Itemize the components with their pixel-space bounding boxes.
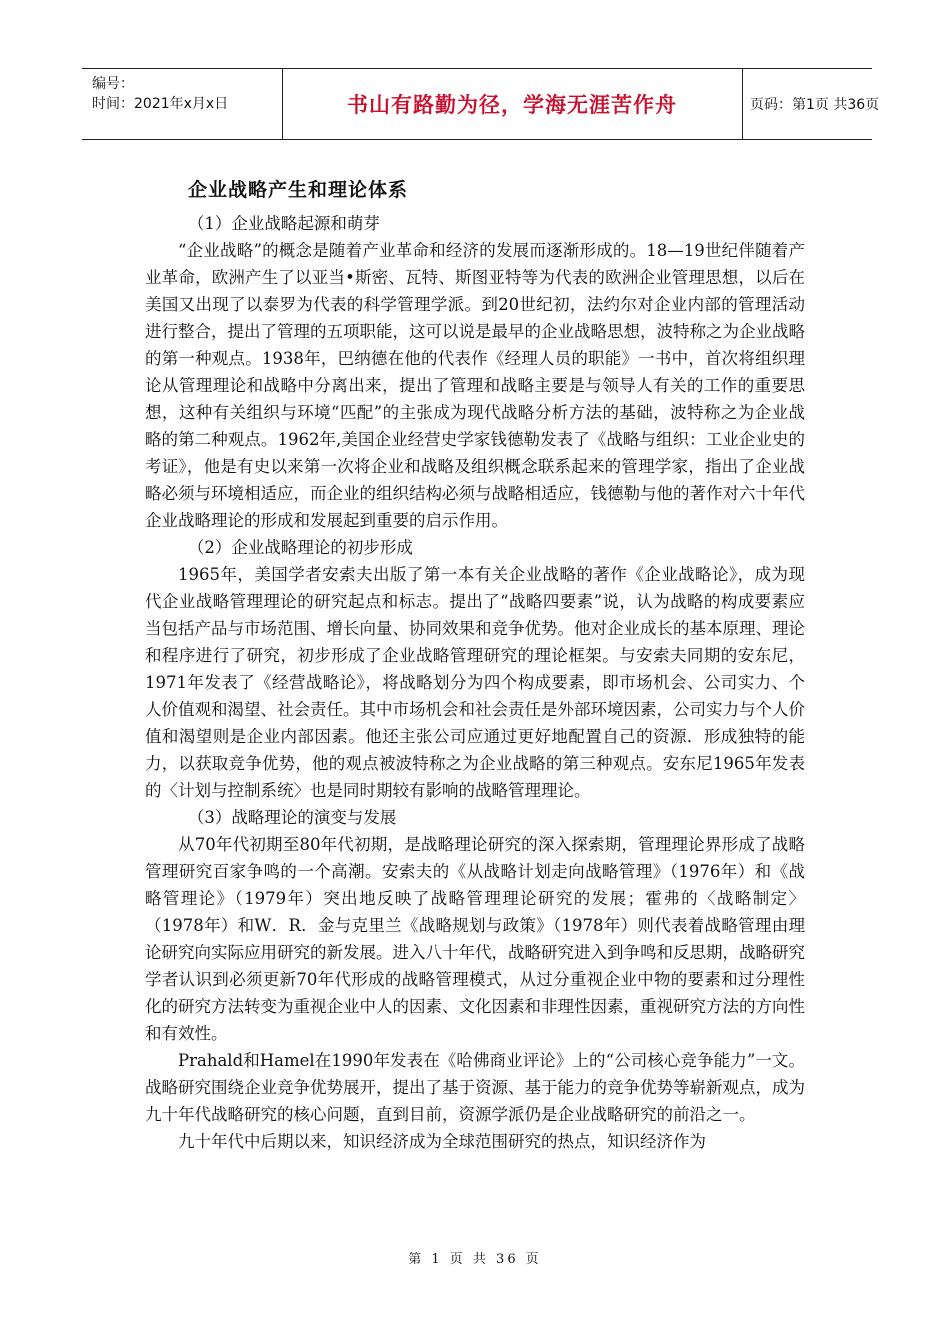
document-body bbox=[145, 210, 805, 1155]
document-number: 编号： bbox=[92, 76, 134, 92]
document-title: 企业战略产生和理论体系 bbox=[188, 179, 409, 201]
section-heading: （1）企业战略起源和萌芽 bbox=[187, 214, 380, 233]
body-paragraph: Prahald和Hamel在1990年发表在《哈佛商业评论》上的“公司核心竞争能力”一文。战略研究围绕企业竞争优势展开，提出了基于资源、基于能力的竞争优势等崭新观点，成为九十年代战略研究的核心问题，直到目前，资源学派仍是企业战略研究的前沿之一。 bbox=[145, 1051, 805, 1124]
body-paragraph: 1965年，美国学者安索夫出版了第一本有关企业战略的著作《企业战略论》，成为现代企业战略管理理论的研究起点和标志。提出了“战略四要素”说，认为战略的构成要素应当包括产品与市场范围、增长向量、协同效果和竞争优势。他对企业成长的基本原理、理论和程序进行了研究，初步形成了企业战略管理研究的理论框架。与安索夫同期的安东尼，1971年发表了《经营战略论》，将战略划分为四个构成要素，即市场机会、公司实力、个人价值观和渴望、社会责任。其中市场机会和社会责任是外部环境因素，公司实力与个人价值和渴望则是企业内部因素。他还主张公司应通过更好地配置自己的资源．形成独特的能力，以获取竞争优势，他的观点被波特称之为企业战略的第三种观点。安东尼1965年发表的〈计划与控制系统〉也是同时期较有影响的战略管理理论。 bbox=[145, 565, 805, 800]
body-paragraph: 九十年代中后期以来，知识经济成为全球范围研究的热点，知识经济作为 bbox=[178, 1132, 706, 1151]
page-header bbox=[82, 68, 880, 140]
header-meta bbox=[82, 69, 283, 139]
section-heading: （3）战略理论的演变与发展 bbox=[187, 808, 397, 827]
body-paragraph: 从70年代初期至80年代初期，是战略理论研究的深入探索期，管理理论界形成了战略管理研究百家争鸣的一个高潮。安索夫的《从战略计划走向战略管理》（1976年）和《战略管理论》（1979年）突出地反映了战略管理理论研究的发展；霍弗的〈战略制定〉（1978年）和W．R．金与克里兰《战略规划与政策》（1978年）则代表着战略管理由理论研究向实际应用研究的新发展。进入八十年代，战略研究进入到争鸣和反思期，战略研究学者认识到必须更新70年代形成的战略管理模式，从过分重视企业中物的要素和过分理性化的研究方法转变为重视企业中人的因素、文化因素和非理性因素，重视研究方法的方向性和有效性。 bbox=[145, 835, 805, 1043]
header-motto-cell bbox=[282, 69, 743, 139]
document-time: 时间：2021年x月x日 bbox=[92, 96, 229, 112]
header-motto: 书山有路勤为径，学海无涯苦作舟 bbox=[347, 93, 677, 117]
section-heading: （2）企业战略理论的初步形成 bbox=[187, 538, 413, 557]
page-footer: 第 1 页 共 36 页 bbox=[408, 1252, 542, 1267]
header-page-info: 页码：第1页 共36页 bbox=[750, 97, 880, 113]
body-paragraph: “企业战略”的概念是随着产业革命和经济的发展而逐渐形成的。18—19世纪伴随着产业革命，欧洲产生了以亚当•斯密、瓦特、斯图亚特等为代表的欧洲企业管理思想，以后在美国又出现了以泰罗为代表的科学管理学派。到20世纪初，法约尔对企业内部的管理活动进行整合，提出了管理的五项职能，这可以说是最早的企业战略思想，波特称之为企业战略的第一种观点。1938年，巴纳德在他的代表作《经理人员的职能》一书中，首次将组织理论从管理理论和战略中分离出来，提出了管理和战略主要是与领导人有关的工作的重要思想，这种有关组织与环境“匹配”的主张成为现代战略分析方法的基础，波特称之为企业战略的第二种观点。1962年,美国企业经营史学家钱德勒发表了《战略与组织：工业企业史的考证》，他是有史以来第一次将企业和战略及组织概念联系起来的管理学家，指出了企业战略必须与环境相适应，而企业的组织结构必须与战略相适应，钱德勒与他的著作对六十年代企业战略理论的形成和发展起到重要的启示作用。 bbox=[145, 241, 805, 530]
